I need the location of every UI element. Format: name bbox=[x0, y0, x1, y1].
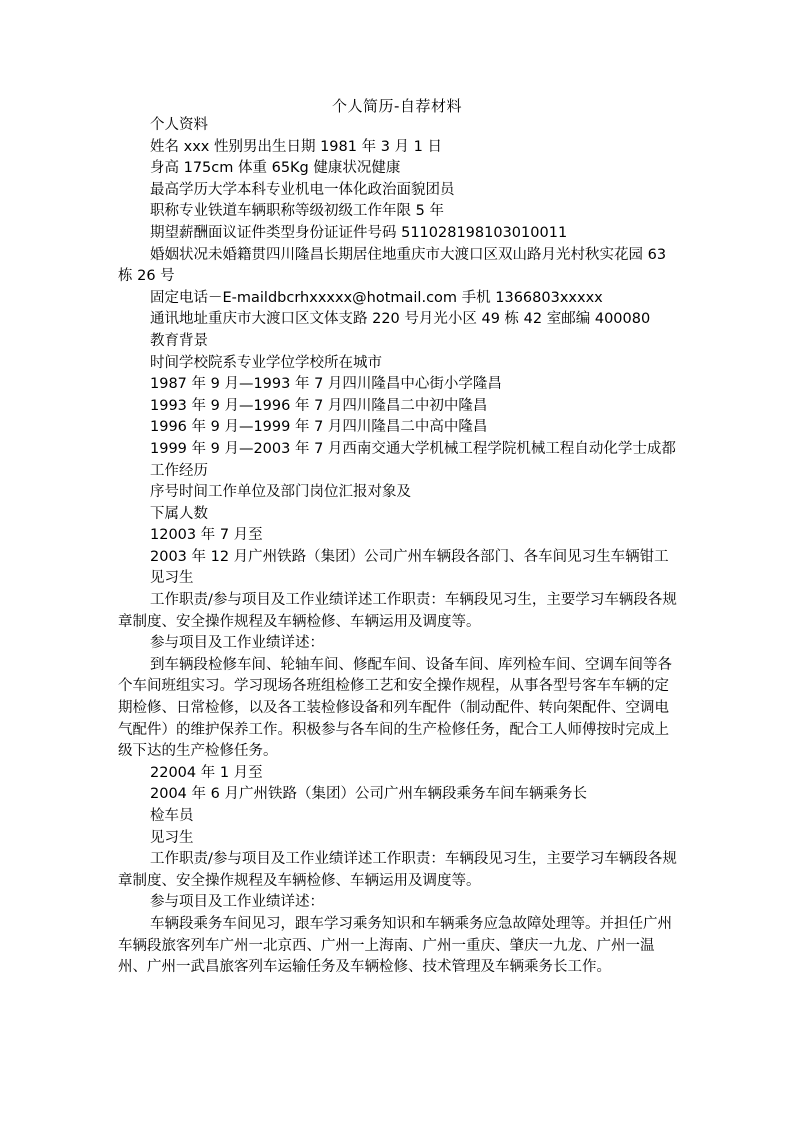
work-projects-heading: 参与项目及工作业绩详述： bbox=[150, 894, 324, 911]
work-entry-line: 见习生 bbox=[150, 829, 194, 846]
education-header: 时间学校院系专业学位学校所在城市 bbox=[150, 354, 382, 371]
info-line: 身高 175cm 体重 65Kg 健康状况健康 bbox=[150, 160, 401, 177]
info-line: 姓名 xxx 性别男出生日期 1981 年 3 月 1 日 bbox=[150, 138, 442, 155]
info-line: 婚姻状况未婚籍贯四川隆昌长期居住地重庆市大渡口区双山路月光村秋实花园 63 栋 26 号 bbox=[118, 246, 667, 285]
work-duties: 工作职责/参与项目及工作业绩详述工作职责：车辆段见习生，主要学习车辆段各规章制度、安全操作规程及车辆检修、车辆运用及调度等。 bbox=[118, 851, 677, 889]
info-line: 职称专业铁道车辆职称等级初级工作年限 5 年 bbox=[150, 203, 444, 220]
work-entry-line: 检车员 bbox=[150, 808, 194, 824]
info-line: 通讯地址重庆市大渡口区文体支路 220 号月光小区 49 栋 42 室邮编 400080 bbox=[150, 311, 651, 328]
work-header: 下属人数 bbox=[150, 505, 208, 522]
work-header: 序号时间工作单位及部门岗位汇报对象及 bbox=[150, 484, 411, 501]
document-title: 个人简历-自荐材料 bbox=[332, 97, 462, 115]
education-entry: 1987 年 9 月—1993 年 7 月四川隆昌中心街小学隆昌 bbox=[150, 376, 502, 393]
education-entry: 1993 年 9 月—1996 年 7 月四川隆昌二中初中隆昌 bbox=[150, 397, 488, 414]
section-heading-work: 工作经历 bbox=[150, 462, 208, 479]
info-line: 固定电话－E-maildbcrhxxxxx@hotmail.com 手机 1366803xxxxx bbox=[150, 289, 603, 306]
work-entry-line: 12003 年 7 月至 bbox=[150, 527, 263, 544]
section-heading-personal-info: 个人资料 bbox=[150, 117, 208, 133]
work-projects-detail: 车辆段乘务车间见习，跟车学习乘务知识和车辆乘务应急故障处理等。并担任广州车辆段旅客列车广州一北京西、广州一上海南、广州一重庆、肇庆一九龙、广州一温州、广州一武昌旅客列车运输任务及车辆检修、技术管理及车辆乘务长工作。 bbox=[118, 915, 672, 976]
education-entry: 1996 年 9 月—1999 年 7 月四川隆昌二中高中隆昌 bbox=[150, 419, 488, 436]
info-line: 期望薪酬面议证件类型身份证证件号码 511028198103010011 bbox=[150, 224, 568, 241]
work-entry-line: 22004 年 1 月至 bbox=[150, 764, 263, 781]
work-entry-line: 2003 年 12 月广州铁路（集团）公司广州车辆段各部门、各车间见习生车辆钳工 bbox=[150, 548, 669, 565]
work-entry-line: 2004 年 6 月广州铁路（集团）公司广州车辆段乘务车间车辆乘务长 bbox=[150, 786, 587, 803]
info-line: 最高学历大学本科专业机电一体化政治面貌团员 bbox=[150, 181, 455, 198]
document-body bbox=[118, 115, 678, 979]
section-heading-education: 教育背景 bbox=[150, 332, 208, 349]
work-duties: 工作职责/参与项目及工作业绩详述工作职责：车辆段见习生，主要学习车辆段各规章制度、安全操作规程及车辆检修、车辆运用及调度等。 bbox=[118, 592, 677, 630]
work-projects-detail: 到车辆段检修车间、轮轴车间、修配车间、设备车间、库列检车间、空调车间等各个车间班组实习。学习现场各班组检修工艺和安全操作规程，从事各型号客车车辆的定期检修、日常检修，以及各工装检修设备和列车配件（制动配件、转向架配件、空调电气配件）的维护保养工作。积极参与各车间的生产检修任务，配合工人师傅按时完成上级下达的生产检修任务。 bbox=[118, 656, 672, 760]
work-entry-line: 见习生 bbox=[150, 570, 194, 587]
education-entry: 1999 年 9 月—2003 年 7 月西南交通大学机械工程学院机械工程自动化学士成都 bbox=[150, 440, 676, 457]
work-projects-heading: 参与项目及工作业绩详述： bbox=[150, 635, 324, 652]
